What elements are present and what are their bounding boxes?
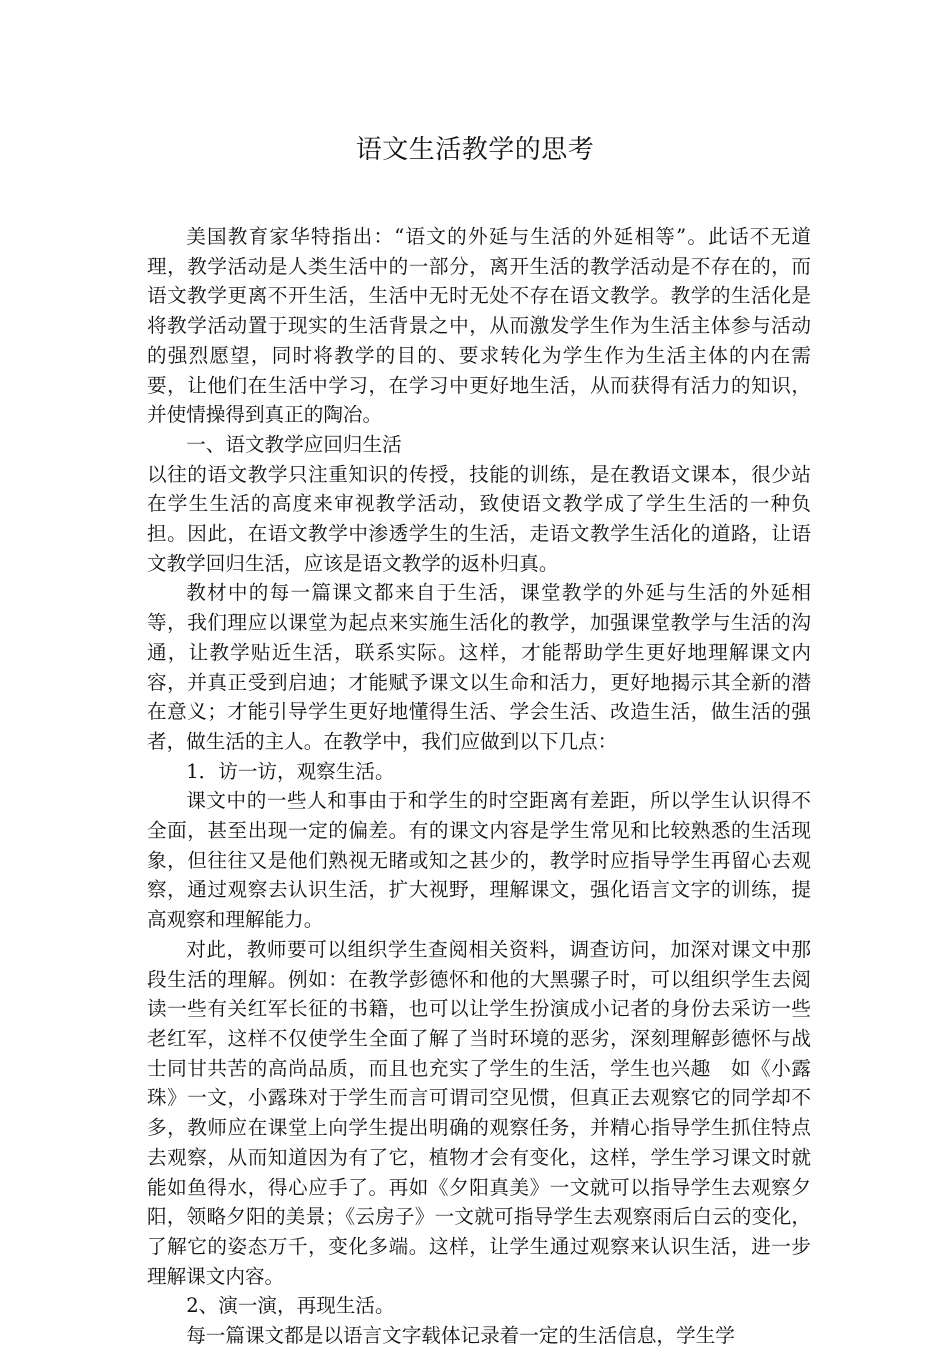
paragraph: 课文中的一些人和事由于和学生的时空距离有差距，所以学生认识得不全面，甚至出现一定的偏差。有的课文内容是学生常见和比较熟悉的生活现象，但往往又是他们熟视无睹或知之甚少的，教学时应指导学生再留心去观察，通过观察去认识生活，扩大视野，理解课文，强化语言文字的训练，提高观察和理解能力。 xyxy=(147,789,811,932)
subheading-1: 1．访一访，观察生活。 xyxy=(186,759,395,783)
paragraph-intro: 美国教育家华特指出：“语文的外延与生活的外延相等”。此话不无道理，教学活动是人类生活中的一部分，离开生活的教学活动是不存在的，而语文教学更离不开生活，生活中无时无处不存在语文教学。教学的生活化是将教学活动置于现实的生活背景之中，从而激发学生作为生活主体参与活动的强烈愿望，同时将教学的目的、要求转化为学生作为生活主体的内在需要，让他们在生活中学习，在学习中更好地生活，从而获得有活力的知识，并使情操得到真正的陶冶。 xyxy=(147,225,811,427)
paragraph: 每一篇课文都是以语言文字载体记录着一定的生活信息，学生学 xyxy=(186,1324,735,1348)
paragraph: 教材中的每一篇课文都来自于生活，课堂教学的外延与生活的外延相等，我们理应以课堂为起点来实施生活化的教学，加强课堂教学与生活的沟通，让教学贴近生活，联系实际。这样，才能帮助学生更好地理解课文内容，并真正受到启迪；才能赋予课文以生命和活力，更好地揭示其全新的潜在意义；才能引导学生更好地懂得生活、学会生活、改造生活，做生活的强者，做生活的主人。在教学中，我们应做到以下几点： xyxy=(147,581,811,753)
subheading-2: 2、演一演，再现生活。 xyxy=(186,1294,395,1318)
paragraph: 以往的语文教学只注重知识的传授，技能的训练，是在教语文课本，很少站在学生生活的高度来审视教学活动，致使语文教学成了学生生活的一种负担。因此，在语文教学中渗透学生的生活，走语文教学生活化的道路，让语文教学回归生活，应该是语文教学的返朴归真。 xyxy=(147,462,811,575)
document-title: 语文生活教学的思考 xyxy=(355,135,595,165)
paragraph: 对此，教师要可以组织学生查阅相关资料，调查访问，加深对课文中那段生活的理解。例如：在教学彭德怀和他的大黑骡子时，可以组织学生去阅读一些有关红军长征的书籍，也可以让学生扮演成小记者的身份去采访一些老红军，这样不仅使学生全面了解了当时环境的恶劣，深刻理解彭德怀与战士同甘共苦的高尚品质，而且也充实了学生的生活，学生也兴趣 如《小露珠》一文，小露珠对于学生而言可谓司空见惯，但真正去观察它的同学却不多，教师应在课堂上向学生提出明确的观察任务，并精心指导学生抓住特点去观察，从而知道因为有了它，植物才会有变化，这样，学生学习课文时就能如鱼得水，得心应手了。再如《夕阳真美》一文就可以指导学生去观察夕阳，领略夕阳的美景；《云房子》一文就可指导学生去观察雨后白云的变化，了解它的姿态万千，变化多端。这样，让学生通过观察来认识生活，进一步理解课文内容。 xyxy=(147,937,811,1288)
document-body xyxy=(147,222,811,1351)
section-heading-1: 一、语文教学应回归生活 xyxy=(186,432,402,456)
